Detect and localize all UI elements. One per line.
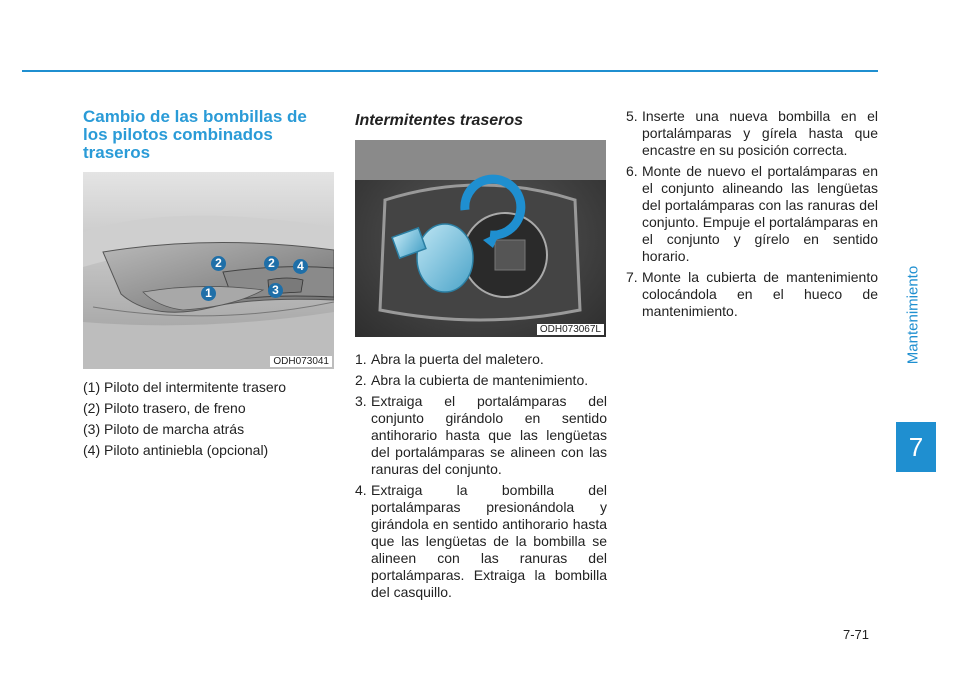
legend-list bbox=[83, 377, 335, 461]
section-title: Cambio de las bombillas de los pilotos combinados traseros bbox=[83, 107, 307, 162]
legend-item: (4) Piloto antiniebla (opcional) bbox=[83, 442, 269, 458]
step-text: Extraiga el portalámparas del conjunto girándolo en sentido antihorario hasta que las lengüetas del portalámparas se alineen con las ranuras del conjunto. bbox=[371, 393, 607, 477]
step-text: Monte de nuevo el portalámparas en el conjunto alineando las lengüetas del portalámparas con las ranuras del conjunto. Empuje el portalámparas en el conjunto y gírelo en sentido horario. bbox=[642, 163, 878, 264]
steps-list bbox=[626, 108, 878, 320]
step-text: Abra la cubierta de mantenimiento. bbox=[371, 372, 589, 388]
step-item bbox=[626, 108, 878, 159]
tail-light-figure bbox=[83, 172, 334, 369]
bulb-socket-figure bbox=[355, 140, 606, 337]
step-item bbox=[355, 482, 607, 601]
column-right bbox=[626, 108, 878, 324]
legend-item: (3) Piloto de marcha atrás bbox=[83, 421, 245, 437]
step-item bbox=[355, 372, 607, 389]
chapter-number-box bbox=[896, 422, 936, 472]
column-left bbox=[83, 108, 335, 461]
legend-item: (2) Piloto trasero, de freno bbox=[83, 400, 246, 416]
column-middle bbox=[355, 108, 607, 605]
step-number: 3. bbox=[355, 393, 367, 409]
step-item bbox=[355, 393, 607, 478]
step-number: 1. bbox=[355, 351, 367, 367]
step-text: Monte la cubierta de mantenimiento colocándola en el hueco de mantenimiento. bbox=[642, 269, 878, 319]
steps-list bbox=[355, 351, 607, 601]
step-text: Inserte una nueva bombilla en el portalámparas y gírela hasta que encastre en su posición correcta. bbox=[642, 108, 878, 158]
step-item bbox=[626, 269, 878, 320]
subsection-title: Intermitentes traseros bbox=[355, 112, 524, 129]
header-rule bbox=[22, 70, 878, 72]
section-label: Mantenimiento bbox=[904, 265, 922, 365]
step-number: 7. bbox=[626, 269, 638, 285]
figure-code: ODH073041 bbox=[270, 356, 332, 367]
step-number: 4. bbox=[355, 482, 367, 498]
callout-2a: 2 bbox=[211, 256, 226, 271]
legend-item: (1) Piloto del intermitente trasero bbox=[83, 379, 287, 395]
page-number: 7-71 bbox=[843, 627, 870, 642]
callout-1: 1 bbox=[201, 286, 216, 301]
step-number: 5. bbox=[626, 108, 638, 124]
step-text: Extraiga la bombilla del portalámparas presionándola y girándola en sentido antihorario hasta que las lengüetas de la bombilla se alineen con las ranuras del portalámparas. Extraiga la bombilla del casquillo. bbox=[371, 482, 607, 600]
section-tab bbox=[903, 190, 923, 440]
bulb-socket-illustration bbox=[355, 140, 606, 337]
callout-2b: 2 bbox=[264, 256, 279, 271]
callout-4: 4 bbox=[293, 259, 308, 274]
figure-code: ODH073067L bbox=[537, 324, 604, 335]
step-number: 6. bbox=[626, 163, 638, 179]
step-item bbox=[355, 351, 607, 368]
chapter-number: 7 bbox=[908, 431, 924, 462]
callout-3: 3 bbox=[268, 283, 283, 298]
step-item bbox=[626, 163, 878, 265]
step-number: 2. bbox=[355, 372, 367, 388]
step-text: Abra la puerta del maletero. bbox=[371, 351, 544, 367]
